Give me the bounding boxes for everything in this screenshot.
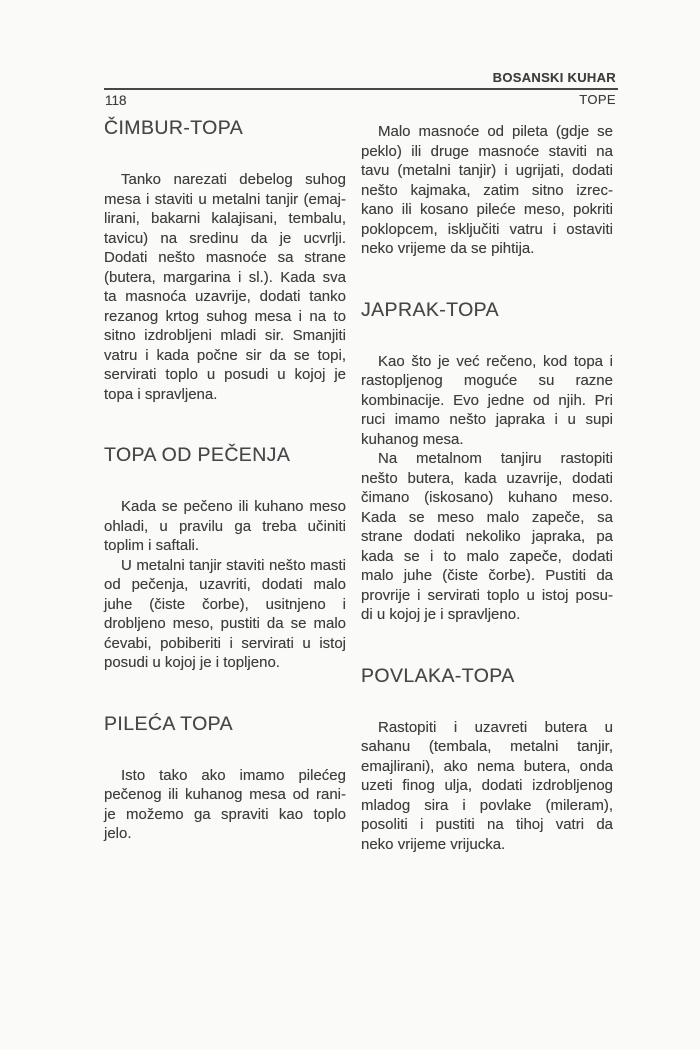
text-line: sahanu (tembala, metalni tanjir, <box>361 738 613 755</box>
text-line: ohladi, u pravilu ga treba učiniti <box>104 517 346 535</box>
text-line: Malo masnoće od pileta (gdje se <box>378 123 613 140</box>
text-line: provrije i servirati toplo u istoj posu- <box>361 586 613 604</box>
page-number: 118 <box>105 93 127 108</box>
text-line: kombinacije. Evo jedne od njih. Pri <box>361 391 613 409</box>
text-line: rezanog krtog suhog mesa i na to <box>104 307 346 325</box>
text-line: jelo. <box>104 825 132 842</box>
text-line: Na metalnom tanjiru rastopiti <box>378 450 613 467</box>
recipe-paragraph <box>104 497 346 556</box>
text-line: ruci imamo nešto japraka i u supi <box>361 411 613 428</box>
text-line: ta masnoća uzavrije, dodati tanko <box>104 288 346 305</box>
text-line: neko vrijeme vrijucka. <box>361 835 506 853</box>
text-line: Rastopiti i uzavreti butera u <box>378 718 613 736</box>
text-line: topa i spravljena. <box>104 385 218 403</box>
text-line: posudi u kojoj je i topljeno. <box>104 654 280 671</box>
text-line: tavicu) na sredinu da je ucvrlji. <box>104 229 346 247</box>
text-line: mladog sira i povlake (mileram), <box>361 796 613 814</box>
text-line: kuhanog mesa. <box>361 430 464 448</box>
text-line: je možemo ga spraviti kao toplo <box>104 805 346 823</box>
header-rule <box>104 88 618 90</box>
section-label: TOPE <box>579 92 616 107</box>
text-line: kano ili kosano pileće meso, pokriti <box>361 201 613 218</box>
text-line: ćevabi, pobiberiti i servirati u istoj <box>104 634 346 652</box>
recipe-paragraph <box>104 556 346 673</box>
text-line: lirani, bakarni kalajisani, tembalu, <box>104 210 346 227</box>
text-line: vatru i kada počne sir da se topi, <box>104 346 346 364</box>
recipe-paragraph <box>361 449 613 625</box>
book-title: BOSANSKI KUHAR <box>492 70 616 85</box>
recipe-heading: TOPA OD PEČENJA <box>104 444 291 466</box>
right-column <box>361 122 613 854</box>
text-line: posoliti i pustiti na tihoj vatri da <box>361 816 613 833</box>
recipe-paragraph <box>104 766 346 844</box>
text-line: Kada se pečeno ili kuhano meso <box>121 498 346 515</box>
text-line: peklo) ili druge masnoće staviti na <box>361 142 613 160</box>
left-column <box>104 115 346 844</box>
text-line: malo juhe (čiste čorbe). Pustiti da <box>361 567 613 584</box>
text-line: od pečenja, uzavriti, dodati malo <box>104 576 346 593</box>
recipe-paragraph <box>104 170 346 404</box>
text-line: Kao što je već rečeno, kod topa i <box>378 352 613 370</box>
text-line: uzeti finog ulja, dodati izdrobljenog <box>361 777 613 794</box>
text-line: sitno izdrobljeni mladi sir. Smanjiti <box>104 327 346 344</box>
text-line: čimano (iskosano) kuhano meso. <box>361 489 613 506</box>
text-line: strane dodati nekoliko japraka, pa <box>361 528 613 545</box>
text-line: drobljeno meso, pustiti da se malo <box>104 615 346 632</box>
text-line: tavu (metalni tanjir) i ugrijati, dodati <box>361 162 613 179</box>
text-line: toplim i saftali. <box>104 537 200 554</box>
text-line: Kada se meso malo zapeče, sa <box>361 508 613 526</box>
text-line: neko vrijeme da se pihtija. <box>361 240 535 257</box>
text-line: pečenog ili kuhanog mesa od rani- <box>104 786 346 803</box>
recipe-paragraph <box>361 122 613 259</box>
text-line: emajlirani), ako nema butera, onda <box>361 757 613 775</box>
text-line: kada se i to malo zapeče, dodati <box>361 547 613 565</box>
text-line: juhe (čiste čorbe), usitnjeno i <box>104 595 346 613</box>
text-line: rastopljenog moguće su razne <box>361 372 613 389</box>
recipe-heading: POVLAKA-TOPA <box>361 664 515 687</box>
text-line: nešto butera, kada uzavrije, dodati <box>361 469 613 487</box>
recipe-heading: ČIMBUR-TOPA <box>104 117 244 139</box>
text-line: (butera, margarina i sl.). Kada sva <box>104 268 346 286</box>
text-line: nešto kajmaka, zatim sitno izrec- <box>361 181 613 199</box>
recipe-paragraph <box>361 718 613 855</box>
text-line: Dodati nešto masnoće sa strane <box>104 249 346 266</box>
text-line: servirati toplo u posudi u kojoj je <box>104 366 346 383</box>
text-line: poklopcem, isključiti vatru i ostaviti <box>361 220 613 238</box>
text-line: mesa i staviti u metalni tanjir (emaj- <box>104 190 346 208</box>
text-line: di u kojoj je i spravljeno. <box>361 606 521 623</box>
recipe-heading: JAPRAK-TOPA <box>361 298 500 321</box>
recipe-heading: PILEĆA TOPA <box>104 712 234 735</box>
recipe-paragraph <box>361 352 613 450</box>
text-line: Tanko narezati debelog suhog <box>121 171 346 188</box>
text-line: Isto tako ako imamo pilećeg <box>121 766 346 784</box>
text-line: U metalni tanjir staviti nešto masti <box>121 556 346 574</box>
